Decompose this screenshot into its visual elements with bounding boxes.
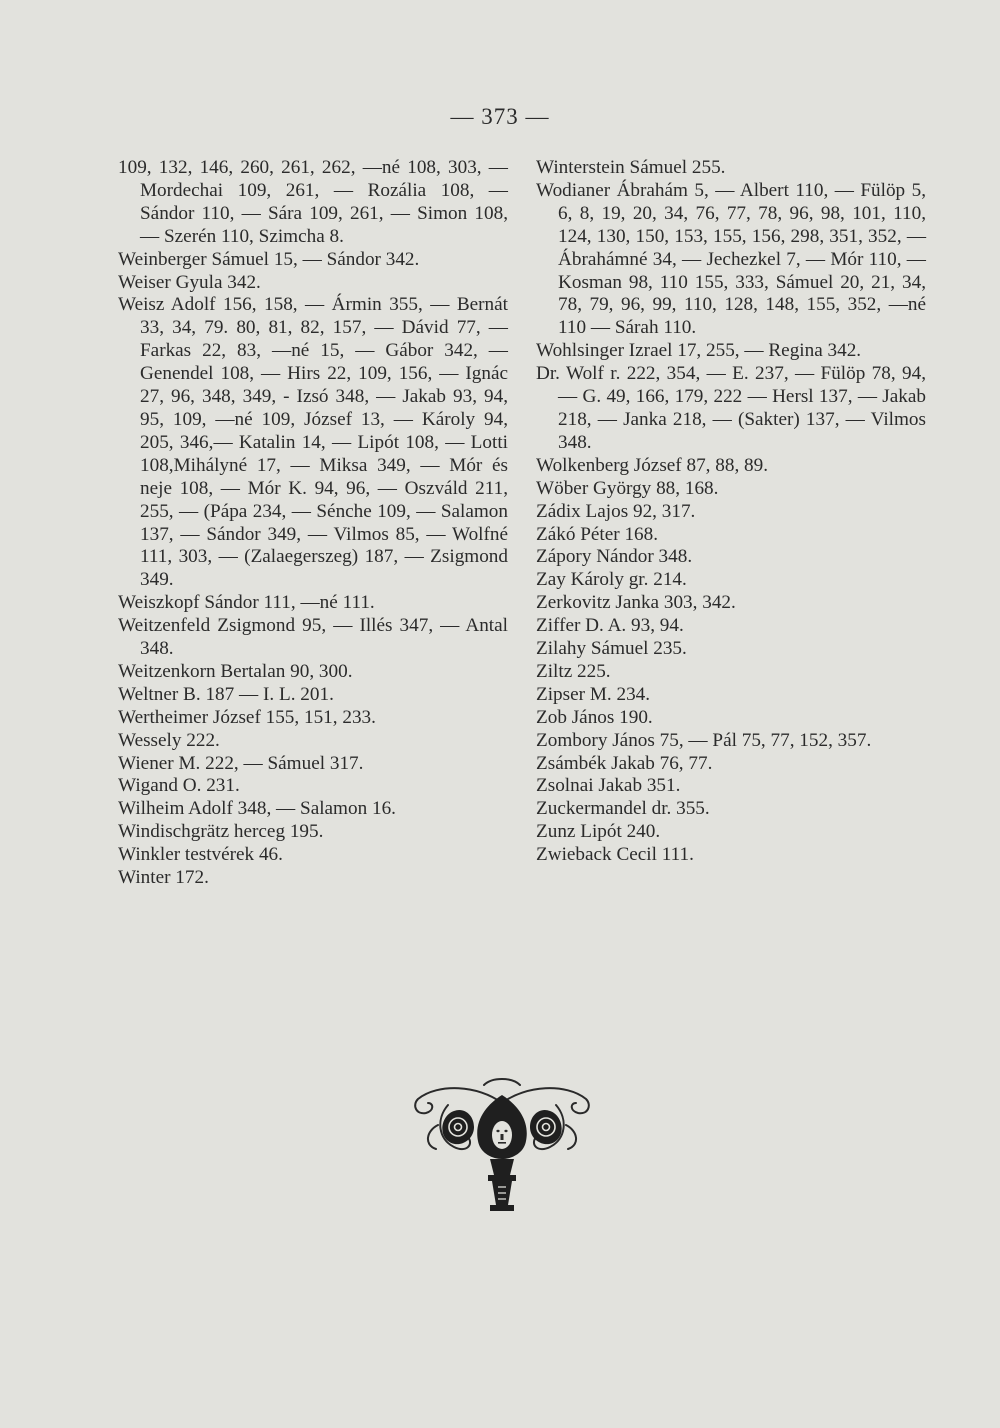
index-entry: Weitzenfeld Zsigmond 95, — Illés 347, — Antal 348. <box>118 615 508 660</box>
index-entry: Weiser Gyula 342. <box>118 271 261 293</box>
index-entry: Winter 172. <box>118 867 209 889</box>
ornament-vignette-icon <box>408 1075 596 1215</box>
index-entry: Zob János 190. <box>536 706 653 728</box>
index-entry: Wiener M. 222, — Sámuel 317. <box>118 752 364 774</box>
index-entry: Winkler testvérek 46. <box>118 844 283 866</box>
index-entry: Zsámbék Jakab 76, 77. <box>536 752 713 774</box>
index-entry: Wodianer Ábrahám 5, — Albert 110, — Fülöp 5, 6, 8, 19, 20, 34, 76, 77, 78, 96, 98, 101, 110, 124, 130, 150, 153, 155, 156, 298, 351, 352, — Ábrahámné 34, — Jechezkel 7, — Mór 110, — Kosman 98, 110 155, 333, Sámuel 20, 21, 34, 78, 79, 96, 99, 110, 128, 148, 155, 352, —né 110 — Sárah 110. <box>536 179 926 339</box>
index-entry: Zádix Lajos 92, 317. <box>536 500 696 522</box>
index-entry: Windischgrätz herceg 195. <box>118 821 324 843</box>
page-number: — 373 — <box>450 104 550 129</box>
index-entry: Zunz Lipót 240. <box>536 821 661 843</box>
index-entry: Zuckermandel dr. 355. <box>536 798 710 820</box>
index-entry: Weisz Adolf 156, 158, — Ármin 355, — Bernát 33, 34, 79. 80, 81, 82, 157, — Dávid 77, — Farkas 22, 83, —né 15, — Gábor 342, — Genendel 108, — Hirs 22, 109, 156, — Ignác 27, 96, 348, 349, - Izsó 348, — Jakab 93, 94, 95, 109, —né 109, József 13, — Károly 94, 205, 346,— Katalin 14, — Lipót 108, — Lotti 108,Mihályné 17, — Miksa 349, — Mór és neje 108, — Mór K. 94, 96, — Oszváld 211, 255, — (Pápa 234, — Sénche 109, — Salamon 137, — Sándor 349, — Vilmos 85, — Wolfné 111, 303, — (Zalaegerszeg) 187, — Zsigmond 349. <box>118 294 508 591</box>
index-entry: Zerkovitz Janka 303, 342. <box>536 592 736 614</box>
index-entry: Wessely 222. <box>118 729 220 751</box>
index-entry: Ziltz 225. <box>536 660 611 682</box>
index-entry: Ziffer D. A. 93, 94. <box>536 615 684 637</box>
index-entry: Zápory Nándor 348. <box>536 546 693 568</box>
index-entry: Wohlsinger Izrael 17, 255, — Regina 342. <box>536 340 862 362</box>
index-entry: Dr. Wolf r. 222, 354, — E. 237, — Fülöp 78, 94, — G. 49, 166, 179, 222 — Hersl 137, — Jakab 218, — Janka 218, — (Sakter) 137, — Vilmos 348. <box>536 363 926 453</box>
index-entry: Weiszkopf Sándor 111, —né 111. <box>118 592 375 614</box>
index-column-left <box>118 157 508 890</box>
index-entry: Wertheimer József 155, 151, 233. <box>118 706 376 728</box>
index-entry: Weinberger Sámuel 15, — Sándor 342. <box>118 248 420 270</box>
index-entry: Weitzenkorn Bertalan 90, 300. <box>118 660 353 682</box>
index-entry: Zwieback Cecil 111. <box>536 844 694 866</box>
index-entry: Winterstein Sámuel 255. <box>536 157 726 178</box>
index-entry: Zay Károly gr. 214. <box>536 569 687 591</box>
index-entry: Wigand O. 231. <box>118 775 240 797</box>
index-entry: Zombory János 75, — Pál 75, 77, 152, 357. <box>536 729 872 751</box>
index-entry: Wilheim Adolf 348, — Salamon 16. <box>118 798 396 820</box>
index-entry: 109, 132, 146, 260, 261, 262, —né 108, 303, — Mordechai 109, 261, — Rozália 108, — Sándor 110, — Sára 109, 261, — Simon 108, — Szerén 110, Szimcha 8. <box>118 157 508 247</box>
index-entry: Wolkenberg József 87, 88, 89. <box>536 454 769 476</box>
index-entry: Zilahy Sámuel 235. <box>536 638 687 660</box>
index-entry: Wöber György 88, 168. <box>536 477 719 499</box>
index-entry: Zipser M. 234. <box>536 683 651 705</box>
index-column-right <box>536 157 926 867</box>
index-entry: Zsolnai Jakab 351. <box>536 775 681 797</box>
index-entry: Zákó Péter 168. <box>536 523 659 545</box>
index-entry: Weltner B. 187 — I. L. 201. <box>118 683 334 705</box>
